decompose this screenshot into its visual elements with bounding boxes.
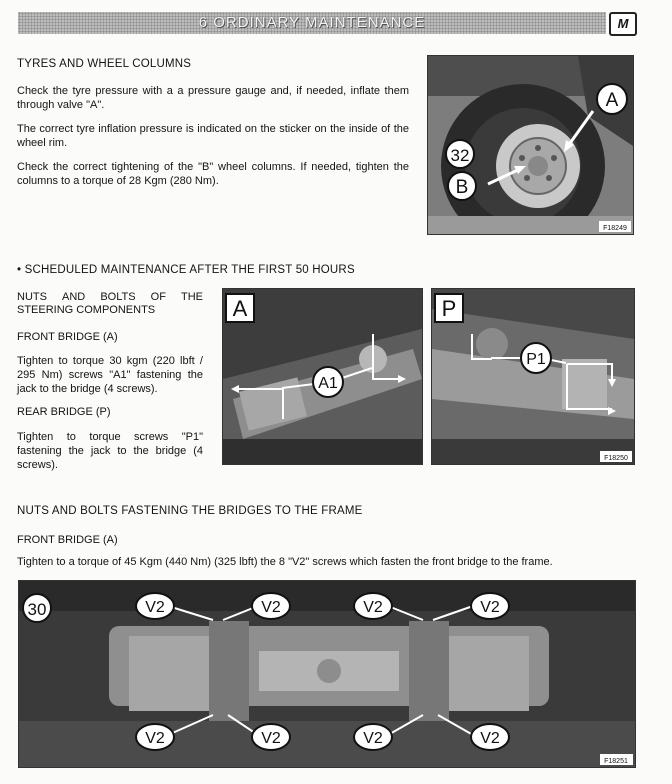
figure-ref: F18249 [603,225,627,232]
callout-v2-8: V2 [480,730,500,747]
figure-30-callouts [18,580,634,766]
frame-text: Tighten to a torque of 45 Kgm (440 Nm) (325 lbft) the 8 "V2" screws which fasten the front bridge to the frame. [17,556,553,568]
figure-a-callouts [222,288,421,463]
callout-v2-1: V2 [145,599,165,616]
front-bridge-heading: FRONT BRIDGE (A) [17,331,118,343]
front-bridge-text: Tighten to torque 30 kgm (220 lbft / 295 Nm) screws "A1" fastening the jack to the bridge (4 screws). [17,355,203,395]
figure-a-tag: A [232,296,248,321]
callout-p1-label: P1 [526,351,546,368]
rear-bridge-heading: REAR BRIDGE (P) [17,406,111,418]
tyres-paragraph-3: Check the correct tightening of the "B" wheel columns. If needed, tighten the columns to a torque of 28 Kgm (280 Nm). [17,161,409,187]
callout-v2-6: V2 [261,730,281,747]
figure-p-tag: P [441,296,457,321]
callout-v2-4: V2 [480,599,500,616]
figure-p-callouts [431,288,633,463]
scheduled-heading: • SCHEDULED MAINTENANCE AFTER THE FIRST 50 HOURS [17,264,355,276]
callout-v2-5: V2 [145,730,165,747]
callout-v2-group [136,593,509,750]
figure-ref: F18250 [604,455,628,462]
tyres-paragraph-2: The correct tyre inflation pressure is indicated on the sticker on the inside of the wheel rim. [17,123,409,149]
tyres-paragraph-1: Check the tyre pressure with a a pressure gauge and, if needed, inflate them through valve "A". [17,85,409,111]
rear-bridge-text: Tighten to torque screws "P1" fastening the jack to the bridge (4 screws). [17,431,203,471]
figure-32-callouts [427,55,632,233]
manual-logo: M [609,12,637,36]
callout-a1-label: A1 [318,375,338,392]
figure-number: 30 [27,600,47,619]
callout-v2-3: V2 [363,599,383,616]
steering-heading-line1: NUTS AND BOLTS OF THE [17,291,203,303]
callout-v2-7: V2 [363,730,383,747]
figure-ref: F18251 [604,758,628,765]
frame-front-bridge-heading: FRONT BRIDGE (A) [17,534,118,546]
callout-b-label: B [455,177,469,198]
frame-heading: NUTS AND BOLTS FASTENING THE BRIDGES TO THE FRAME [17,505,363,517]
figure-number: 32 [450,146,470,165]
steering-heading-line2: STEERING COMPONENTS [17,304,156,316]
tyres-heading: TYRES AND WHEEL COLUMNS [17,58,192,70]
callout-a-label: A [605,90,619,111]
section-title: 6 ORDINARY MAINTENANCE [198,14,426,31]
callout-v2-2: V2 [261,599,281,616]
